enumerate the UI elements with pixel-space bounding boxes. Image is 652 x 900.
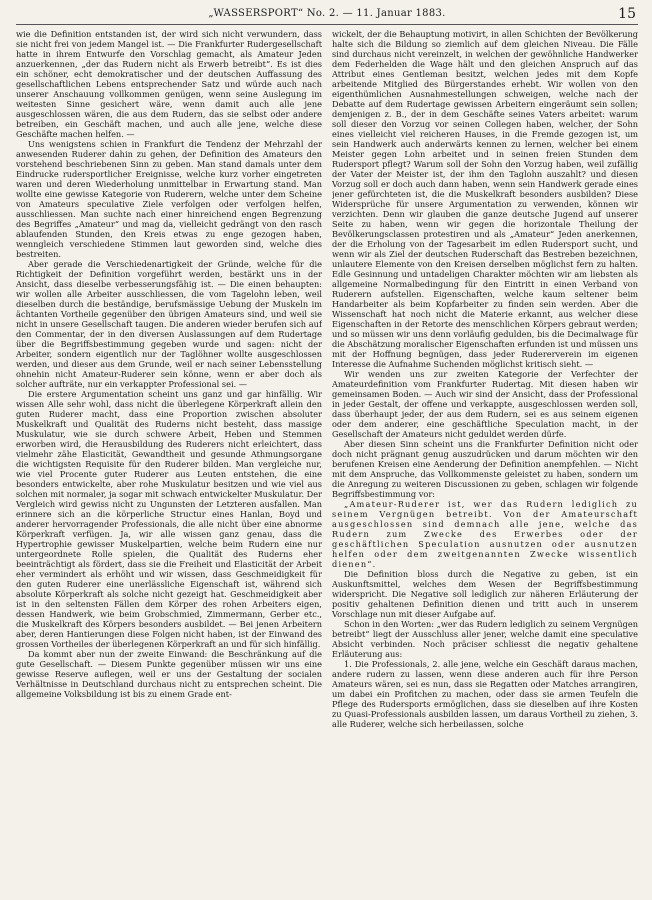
text-columns: [16, 29, 638, 897]
paragraph: wie die Definition entstanden ist, der wird sich nicht verwundern, dass sie nicht frei von jedem Mangel ist. — Die Frankfurter Rudergesellschaft hatte in ihrem Entwurfe den Vorschlag gemacht, als Amateur Jeden anzuerkennen, „der das Rudern nicht als Erwerb betreibt“. Es ist dies ein schöner, echt demokratischer und der deutschen Auffassung des gesellschaftlichen Lebens entsprechender Satz und würde auch nach unserer Anschauung vollkommen genügen, wenn seine Auslegung im weitesten Sinne gesichert wäre, wenn damit auch alle jene ausgeschlossen wären, die aus dem Rudern, das sie selbst oder andere betreiben, ein Geschäft machen, und auch alle jene, welche diese Geschäfte machen helfen. —: [16, 29, 322, 139]
page-header: [16, 6, 638, 25]
paragraph: Da kommt aber nun der zweite Einwand: die Beschränkung auf die gute Gesellschaft. — Diesem Punkte gegenüber müssen wir uns eine gewisse Reserve auflegen, weil er uns der Gestaltung der socialen Verhältnisse in Deutschland durchaus nicht zu entsprechen scheint. Die allgemeine Volksbildung ist bis zu einem Grade ent-: [16, 649, 322, 699]
paragraph: wickelt, der die Behauptung motivirt, in allen Schichten der Bevölkerung halte sich die Bildung so ziemlich auf dem gleichen Niveau. Die Fälle sind durchaus nicht vereinzelt, in welchen der gewöhnliche Handwerker dem Federhelden die Wage hält und den gleichen Anspruch auf das Attribut eines Gentleman besitzt, welchen jedes mit dem Kopfe arbeitende Mitglied des Bürgerstandes erhebt. Wir wollen von den eigenthümlichen Ausnahmestellungen schweigen, welche nach der Debatte auf dem Rudertage gewissen Arbeitern eingeräumt sein sollen; demjenigen z. B., der in dem Geschäfte seines Vaters arbeitet: warum soll dieser den Vorzug vor seinen Collegen haben, welcher, der Sohn eines vielleicht viel reicheren Hauses, in die Fremde gezogen ist, um sein Handwerk auch anderwärts kennen zu lernen, welcher bei einem Meister gegen Lohn arbeitet und in seinen freien Stunden dem Rudersport pflegt? Warum soll der Sohn den Vorzug haben, weil zufällig der Vater der Meister ist, der ihm den Taglohn auszahlt? und diesen Vorzug soll er doch auch dann haben, wenn sein Handwerk gerade eines jener gefürchteten ist, die die Muskelkraft besonders ausbilden? Diese Widersprüche für unsere Argumentation zu verwenden, können wir verzichten. Denn wir glauben die ganze deutsche Jugend auf unserer Seite zu haben, wenn wir gegen die horizontale Theilung der Bevölkerungsclassen protestiren und als „Amateur“ Jeden anerkennen, der die Erholung von der Tagesarbeit im edlen Rudersport sucht, und wenn wir als Ziel der deutschen Ruderschaft das Bestreben bezeichnen, unlautere Elemente von den Kreisen derselben möglichst fern zu halten. Edle Gesinnung und untadeligen Charakter möchten wir am liebsten als allgemeine Normalbedingung für den Eintritt in einen Verband von Ruderern aufstellen. Eigenschaften, welche kaum seltener beim Handarbeiter als beim Kopfarbeiter zu finden sein werden. Aber die Wissenschaft hat noch nicht die Materie erkannt, aus welcher diese Eigenschaften in der Retorte des menschlichen Körpers gebraut werden; und so müssen wir uns denn vorläufig gedulden, bis die Decimalwage für die Abschätzung moralischer Eigenschaften erfunden ist und müssen uns mit der Hoffnung begnügen, dass jeder Rudererverein im eigenen Interesse die Aufnahme Suchenden möglichst kritisch sieht. —: [332, 29, 638, 369]
paragraph: Wir wenden uns zur zweiten Kategorie der Verfechter der Amateurdefinition vom Frankfurter Rudertag. Mit diesen haben wir gemeinsamen Boden. — Auch wir sind der Ansicht, dass der Professional in jeder Gestalt, der offene und verkappte, ausgeschlossen werden soll, dass überhaupt jeder, der aus dem Rudern, sei es aus seinem eigenen oder dem anderer, eine geschäftliche Speculation macht, in der Gesellschaft der Amateurs nicht geduldet werden dürfe.: [332, 369, 638, 439]
right-column: [332, 29, 638, 897]
paragraph: Aber gerade die Verschiedenartigkeit der Gründe, welche für die Richtigkeit der Definition vorgeführt werden, bestärkt uns in der Ansicht, dass dieselbe verbesserungsfähig ist. — Die einen behaupten: wir wollen alle Arbeiter ausschliessen, die vom Tagelohn leben, weil dieselben durch die beständige, berufsmässige Uebung der Muskeln im ächtanten Vortheile gegenüber den übrigen Amateurs sind, und weil sie nicht in unsere Gesellschaft taugen. Die anderen wieder berufen sich auf den Commentar, der in den diversen Auslassungen auf dem Rudertage über die Begriffsbestimmung gegeben wurde und sagen: nicht der Arbeiter, sondern eigentlich nur der Taglöhner wollte ausgeschlossen werden, und dieser aus dem Grunde, weil er nach seiner Lebensstellung ohnehin nicht Amateur-Ruderer sein könne, wenn er aber doch als solcher aufträte, nur ein verkappter Professional sei. —: [16, 259, 322, 389]
paragraph: 1. Die Professionals, 2. alle jene, welche ein Geschäft daraus machen, andere rudern zu lassen, wenn diese anderen auch für ihre Person Amateurs wären, sei es nun, dass sie Regatten oder Matches arrangiren, um dabei ein Profitchen zu machen, oder dass sie armen Teufeln die Pflege des Rudersports ermöglichen, dass sie dieselben auf ihre Kosten zu Quasi-Professionals ausbilden lassen, um daraus Vortheil zu ziehen, 3. alle Ruderer, welche sich herbeilassen, solche: [332, 659, 638, 729]
paragraph: Aber diesen Sinn scheint uns die Frankfurter Definition nicht oder doch nicht prägnant genug auszudrücken und darum möchten wir den berufenen Kreisen eine Aenderung der Definition anempfehlen. — Nicht mit dem Anspruche, das Vollkommenste geleistet zu haben, sondern um die Anregung zu weiteren Discussionen zu geben, schlagen wir folgende Begriffsbestimmung vor:: [332, 439, 638, 499]
paragraph: Schon in den Worten: „wer das Rudern lediglich zu seinem Vergnügen betreibt“ liegt der Ausschluss aller jener, welche damit eine speculative Absicht verbinden. Noch präciser schliesst die negativ gehaltene Erläuterung aus:: [332, 619, 638, 659]
paragraph: Die erstere Argumentation scheint uns ganz und gar hinfällig. Wir wissen Alle sehr wohl, dass nicht die überlegene Körperkraft allein den guten Ruderer macht, dass eine Proportion zwischen absoluter Muskelkraft und Qualität des Ruderns nicht besteht, dass massige Muskulatur, wie sie durch schwere Arbeit, Heben und Stemmen erworben wird, die Herausbildung des Ruderers nicht erleichtert, dass vielmehr zähe Elasticität, Gewandtheit und gesunde Athmungsorgane die wichtigsten Requisite für den Ruderer bilden. Man vergleiche nur, wie viel Procente guter Ruderer aus Leuten entstehen, die eine besonders entwickelte, aber rohe Muskulatur besitzen und wie viel aus solchen mit normaler, ja sogar mit schwach entwickelter Muskulatur. Der Vergleich wird gewiss nicht zu Ungunsten der Letzteren ausfallen. Man erinnere sich an die körperliche Structur eines Hanlan, Boyd und anderer hervorragender Professionals, die alle nicht über eine abnorme Körperkraft verfügen. Ja, wir alle wissen ganz genau, dass die Hypertrophie gewisser Muskelpartien, welche beim Rudern eine nur untergeordnete Rolle spielen, die Qualität des Ruderns eher beeinträchtigt als fördert, dass sie die Freiheit und Elasticität der Arbeit eher vermindert als erhöht und wir wissen, dass Geschmeidigkeit für den guten Ruderer eine unerlässliche Eigenschaft ist, während sich absolute Körperkraft als solche nicht gezeigt hat. Geschmeidigkeit aber ist in den seltensten Fällen dem Körper des rohen Arbeiters eigen, dessen Handwerk, wie beim Grobschmied, Zimmermann, Gerber etc., die Muskelkraft des Körpers besonders ausbildet. — Bei jenen Arbeitern aber, deren Hantierungen diese Folgen nicht haben, ist der Einwand des grossen Vortheiles der überlegenen Körperkraft an und für sich hinfällig.: [16, 389, 322, 649]
paragraph: Uns wenigstens schien in Frankfurt die Tendenz der Mehrzahl der anwesenden Ruderer dahin zu gehen, der Definition des Amateurs den vorstehend beschriebenen Sinn zu geben. Man stand damals unter dem Eindrucke rudersportlicher Ereignisse, welche kurz vorher eingetreten waren und deren Wiederholung unmittelbar in Erwartung stand. Man wollte eine gewisse Kategorie von Ruderern, welche unter dem Scheine von Amateurs speculative Ziele verfolgen oder verfolgen helfen, ausschliessen. Man suchte nach einer hinreichend engen Begrenzung des Begriffes „Amateur“ und mag da, vielleicht gedrängt von den rasch ablaufenden Stunden, den Kreis etwas zu enge gezogen haben, wenngleich verschiedene Stimmen laut geworden sind, welche dies bestreiten.: [16, 139, 322, 259]
left-column: [16, 29, 322, 897]
page-number: 15: [618, 6, 636, 22]
paragraph: Die Definition bloss durch die Negative zu geben, ist ein Auskunftsmittel, welches dem Wesen der Begriffsbestimmung widerspricht. Die Negative soll lediglich zur näheren Erläuterung der positiv gehaltenen Definition dienen und tritt auch in unserem Vorschlage nun mit dieser Aufgabe auf.: [332, 569, 638, 619]
proposed-definition: „Amateur-Ruderer ist, wer das Rudern lediglich zu seinem Vergnügen betreibt. Von der Amateurschaft ausgeschlossen sind demnach alle jene, welche das Rudern zum Zwecke des Erwerbes oder der geschäftlichen Speculation ausnutzen oder ausnutzen helfen oder dem zweitgenannten Zwecke wissentlich dienen“.: [332, 499, 638, 569]
running-title: „WASSERSPORT“ No. 2. — 11. Januar 1883.: [208, 8, 446, 19]
